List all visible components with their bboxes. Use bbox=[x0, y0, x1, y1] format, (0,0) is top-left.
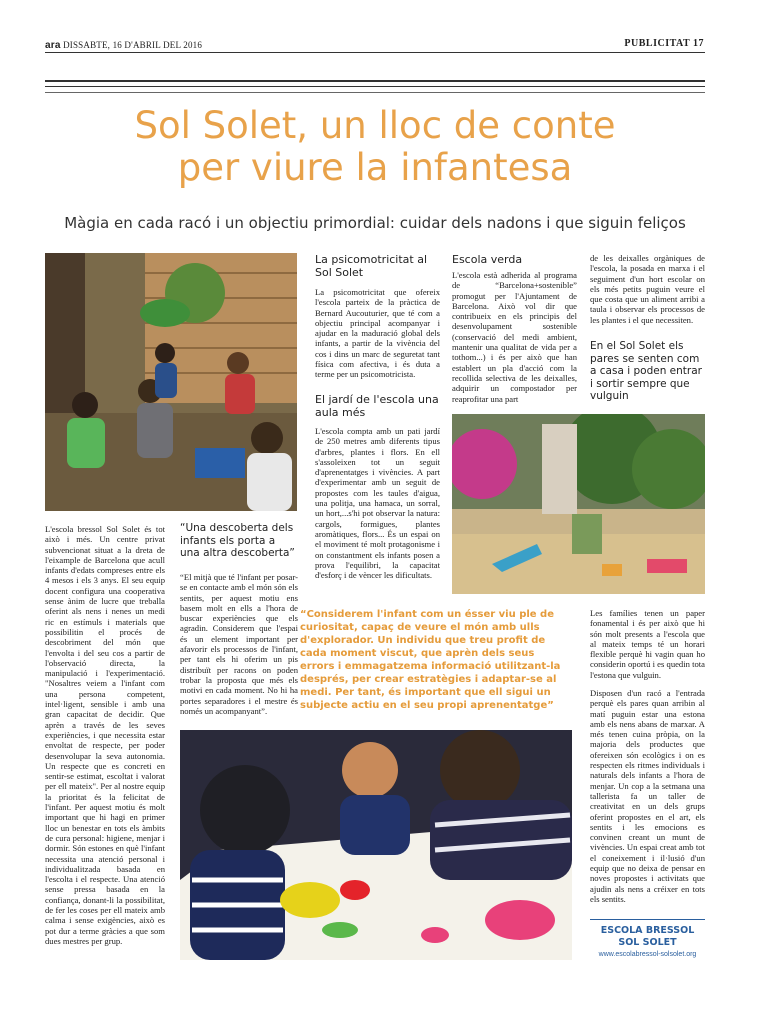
photo-light-table bbox=[180, 730, 572, 960]
families-text-2: Disposen d'un racó a l'entrada perquè els pares quan arribin al matí puguin estar una estona amb els nens abans de marxar. A més tenen cuina pròpia, on la majoria dels productes que ofereixen són ecològics i on es respecten els ritmes individuals i naturals dels infants a l'hora de menjar. Un cop a la setmana una tallerista fa un taller de creativitat en un dels grups oferint propostes en el art, els sentits i les emocions es convinen creant un munt de vivències. Un espai creat amb tot el coneixement i il·lusió d'un equip que no deixa de pensar en noves propostes i activitats que ajudin als nens a créixer en tots els sentits. bbox=[590, 688, 705, 904]
school-logo bbox=[590, 925, 705, 949]
school-website[interactable]: www.escolabressol-solsolet.org bbox=[598, 951, 697, 958]
logo-rule bbox=[590, 919, 705, 920]
logo-line-2: SOL SOLET bbox=[618, 937, 677, 948]
heading-jardi: El jardí de l'escola una aula més bbox=[315, 393, 439, 419]
heading-escola-verda: Escola verda bbox=[452, 253, 523, 266]
families-text: Les famílies tenen un paper fonamental i és per això que hi són molt presents a l'escola que al mateix temps té un horari flexible perquè hi vagin quan ho considerin oportú i es quedin tota l'estona que vulguin. bbox=[590, 608, 705, 680]
section-label: PUBLICITAT 17 bbox=[624, 38, 704, 49]
headline bbox=[45, 105, 705, 189]
column-2-text: “El mitjà que té l'infant per posar-se en contacte amb el món són els sentits, per aquest motiu ens basem molt en ells a l'hora de buscar experiències que els agradin. Considerem que l'espai és un element important per afavorir els processos de l'infant, per tant els hi oferim un pis distribuït per racons on poden trobar la proposta que més els motivi en cada moment. No hi ha portes separadores i el mestre és només un acompanyant”. bbox=[180, 572, 298, 716]
masthead bbox=[45, 40, 202, 51]
issue-date: DISSABTE, 16 D'ABRIL DEL 2016 bbox=[63, 40, 203, 50]
rule bbox=[45, 92, 705, 93]
pullquote: “Una descoberta dels infants els porta a una altra descoberta” bbox=[180, 522, 295, 559]
logo-line-1: ESCOLA BRESSOL bbox=[600, 925, 695, 936]
photo-school-garden bbox=[452, 414, 705, 594]
escola-verda-text: L'escola està adherida al programa de “Barcelona+sostenible” promogut per l'Ajuntament de Barcelona. Això vol dir que contribueix en els principis del desenvolupament sostenible (conservació del medi ambient, mantenir una qualitat de vida per a tothom...) i és per això que han establert un pla d'acció com la recollida selectiva de les deixalles, adquirir un compostador per reaprofitar una part bbox=[452, 270, 577, 404]
brand: ara bbox=[45, 40, 61, 51]
pullquote-pares: En el Sol Solet els pares se senten com a casa i poden entrar i sortir sempre que vulguin bbox=[590, 340, 702, 402]
headline-line-1: Sol Solet, un lloc de conte bbox=[134, 104, 616, 147]
column-1-text: L'escola bressol Sol Solet és tot això i més. Un centre privat subvencionat situat a la dreta de l'eixample de Barcelona que acull infants d'edats compreses entre els 4 mesos i els 3 anys. El seu equip docent configura una cooperativa sense ànim de lucre que treballa oferint als nens i nenes un medi ric en estímuls i materials que possibilitin el procés de descobriment del món que l'envolta i del seu cos a partir de l'observació directa, la manipulació i l'experimentació. "Nosaltres veiem a l'infant com una persona competent, intel·ligent, sensible i amb una gran capacitat de decidir. Que aprèn a través de les seves experiències, i que necessita estar envoltat de respecte, per poder desenvolupar la seva autonomia. Un respecte que es concreti en sentir-se estimat, escoltat i valorat per ell mateix". Per al nostre equip la prioritat és la felicitat de l'infant. Per aquest motiu és molt important que hi hagi en primer lloc un benestar en tots els àmbits de cura personal: higiene, menjar i dormir. Són estones en què l'infant necessita una atenció personal i individualitzada basada en l'escolta i el respecte. Una atenció sense pressa basada en la confiança, donant-li la possibilitat, de fer les coses per ell mateix amb calma i sense exigències, això es pot dur a terme gràcies a que som dues mestres per grup. bbox=[45, 524, 165, 946]
column-5-text: de les deixalles orgàniques de l'escola, la posada en marxa i el seguiment d'un hort escolar on els més petits puguin veure el que costa que un aliment arribi a taula i observar els processos de les plantes i el que necessiten. bbox=[590, 253, 705, 325]
double-rule bbox=[45, 80, 705, 87]
headline-line-2: per viure la infantesa bbox=[177, 146, 573, 189]
featured-quote: “Considerem l'infant com un ésser viu ple de curiositat, capaç de veure el món amb ulls d'explorador. Un individu que treu profit de cada moment viscut, que aprèn dels seus errors i emmagatzema informació utilitzant-la després, per crear estratègies i adaptar-se al medi. Per tant, és important que ell sigui un subjecte actiu en el seu propi aprenentatge” bbox=[300, 609, 561, 711]
photo-kids-garden bbox=[45, 253, 297, 511]
jardi-text: L'escola compta amb un pati jardí de 250 metres amb diferents tipus d'arbres, plantes i flors. En ell s'assoleixen tot un seguit d'aprenentatges i vivències. A part d'experimentar amb un seguit de propostes com les taules d'aigua, una politja, una hamaca, un sorral, un hort,...s'hi pot observar la natura: cargols, formigues, plantes aromàtiques, flors... És un espai on el moviment té molt protagonisme i on constantment els infants posen a prova l'equilibri, la capacitat d'esforç i de vèncer les dificultats. bbox=[315, 426, 440, 581]
header-rule bbox=[45, 52, 705, 53]
subheadline: Màgia en cada racó i un objectiu primordial: cuidar dels nadons i que siguin feliços bbox=[64, 214, 686, 232]
psicomotricitat-text: La psicomotricitat que ofereix l'escola parteix de la pràctica de Bernard Aucouturier, que té com a objectiu principal acompanyar i ajudar en la maduració global dels infants, a partir de la vivència del cos i dins un marc de seguretat tant física com afectiva, i és duta a terme per un psicomotricista. bbox=[315, 287, 440, 380]
heading-psicomotricitat: La psicomotricitat al Sol Solet bbox=[315, 253, 428, 279]
